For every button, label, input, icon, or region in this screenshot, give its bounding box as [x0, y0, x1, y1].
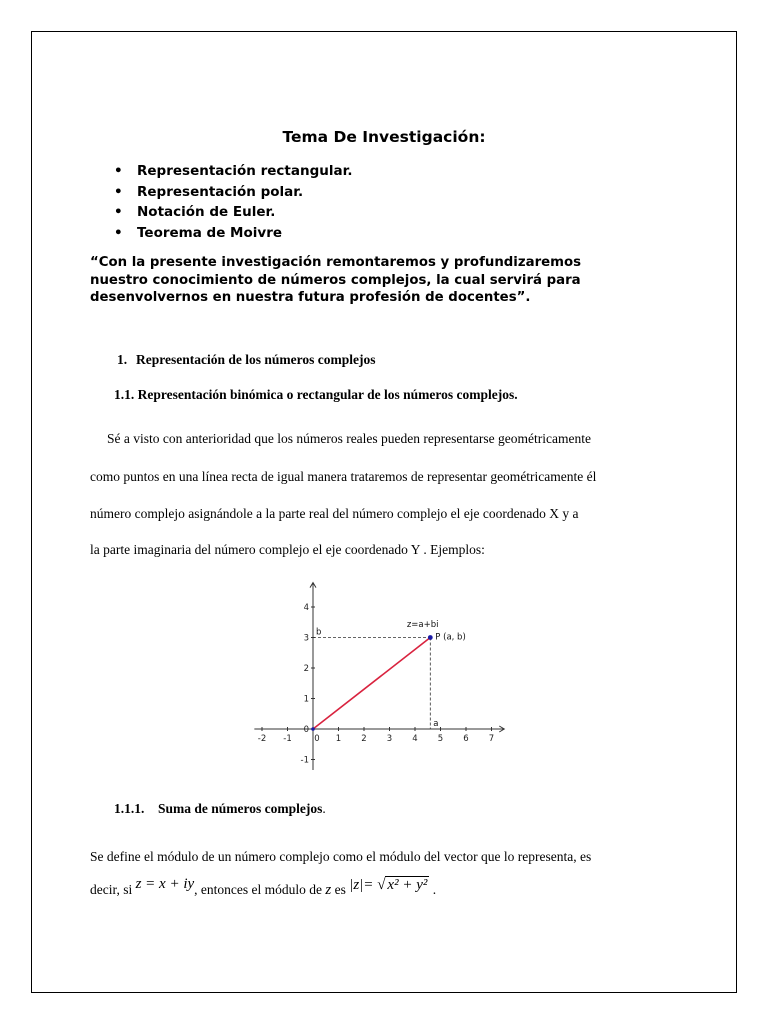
bullet-icon: •	[114, 163, 123, 179]
module-definition-line-2: decir, si z = x + iy, entonces el módulo de z es |z|= √ x² + y² .	[90, 876, 437, 898]
y-tick-label: 1	[303, 694, 309, 705]
intro-quote	[90, 254, 690, 307]
section-heading-1-1: 1.1. Representación binómica o rectangular de los números complejos.	[114, 387, 518, 402]
bullet-icon: •	[114, 204, 123, 220]
x-tick-label: 4	[412, 734, 418, 744]
list-item: • Representación polar.	[110, 182, 352, 203]
topic-list	[110, 161, 352, 243]
complex-plane-chart	[236, 580, 536, 770]
quote-line: nuestro conocimiento de números complejos, la cual servirá para	[90, 272, 581, 288]
paragraph-line: como puntos en una línea recta de igual manera trataremos de representar geométricamente él	[90, 469, 597, 484]
point-label: P (a, b)	[435, 632, 466, 643]
paragraph-line: la parte imaginaria del número complejo el eje coordenado Y . Ejemplos:	[90, 542, 485, 557]
x-tick-label: 0	[314, 734, 320, 744]
bullet-icon: •	[114, 183, 123, 200]
sqrt-icon: √	[377, 877, 386, 893]
page-title: Tema De Investigación:	[282, 128, 486, 146]
bullet-icon: •	[114, 224, 123, 241]
y-tick-label: 4	[303, 603, 309, 613]
annotation-b: b	[316, 627, 322, 638]
equation-z: z = x + iy	[135, 876, 195, 892]
list-item: • Representación rectangular.	[110, 161, 352, 182]
y-tick-label: 3	[303, 633, 309, 644]
x-tick-label: -2	[257, 734, 267, 744]
quote-line: “Con la presente investigación remontaremos y profundizaremos	[90, 255, 582, 270]
x-tick-label: 2	[361, 734, 367, 744]
annotation-z: z=a+bi	[406, 619, 439, 630]
variable-z: z	[325, 882, 332, 898]
vector-line	[313, 638, 430, 730]
point-p	[428, 635, 433, 640]
x-tick-label: 3	[386, 734, 393, 744]
section-heading-1-1-1: 1.1.1. Suma de números complejos.	[114, 801, 326, 816]
x-tick-label: 6	[463, 734, 469, 744]
quote-line: desenvolvernos en nuestra futura profesión de docentes”.	[90, 290, 531, 305]
section-heading-1: 1. Representación de los números complejos	[117, 352, 376, 367]
origin-point	[311, 727, 315, 731]
paragraph-line: número complejo asignándole a la parte real del número complejo el eje coordenado X y a	[90, 506, 579, 521]
modulus-equation: |z|= √ x² + y²	[349, 877, 428, 893]
y-tick-label: 2	[303, 664, 309, 674]
annotation-a: a	[433, 719, 439, 729]
module-definition-line: Se define el módulo de un número complejo como el módulo del vector que lo representa, es	[90, 849, 592, 864]
y-tick-label: -1	[300, 755, 309, 766]
paragraph-line: Sé a visto con anterioridad que los números reales pueden representarse geométricamente	[107, 431, 591, 446]
list-item: • Notación de Euler.	[110, 202, 352, 223]
y-tick-label: 0	[303, 725, 309, 735]
x-tick-label: 7	[488, 734, 495, 744]
list-item: • Teorema de Moivre	[110, 223, 352, 244]
x-tick-label: 5	[437, 734, 444, 744]
x-tick-label: -1	[283, 734, 292, 744]
x-tick-label: 1	[335, 734, 342, 744]
